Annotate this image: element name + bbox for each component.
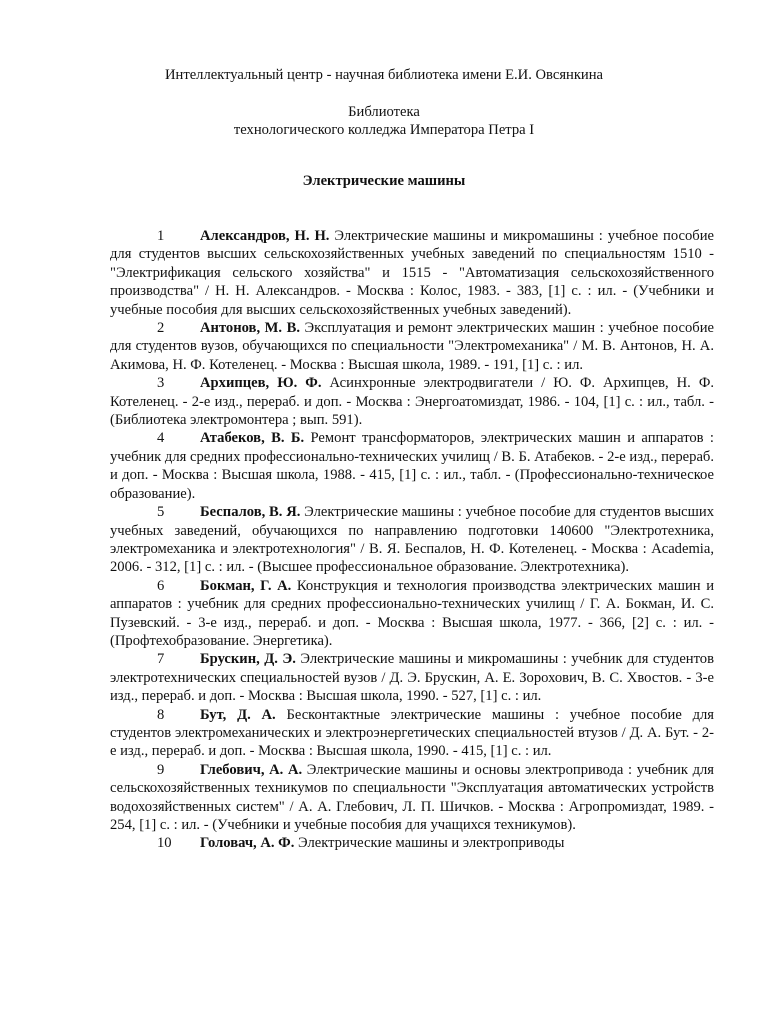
bibliography-entry [110,503,714,577]
bibliography-entry [110,650,714,705]
bibliography-entry [110,761,714,835]
entry-description: Электрические машины и микромашины : учебник для студентов электротехнических специальностей вузов / Д. Э. Брускин, А. Е. Зорохович, В. С. Хвостов. - 3-е изд., перераб. и доп. - Москва : Высшая школа, 1990. - 527, [1] с. : ил. [110,651,714,705]
entry-description: Конструкция и технология производства электрических машин и аппаратов : учебник для средних профессионально-технических училищ / Г. А. Бокман, И. С. Пузевский. - 3-е изд., перераб. и доп. - Москва : Высшая школа, 1977. - 366, [2] с. : ил. - (Профтехобразование. Энергетика). [110,577,715,649]
entry-number: 7 [157,651,165,668]
bibliography-entry [110,429,714,503]
bibliography-entry [110,834,714,852]
bibliography-entry [110,319,714,374]
entry-author: Бут, Д. А. [200,706,276,723]
entry-number: 6 [157,577,165,594]
entry-number: 1 [157,228,165,244]
entry-number: 2 [157,320,165,337]
entry-number: 5 [157,504,165,521]
entry-author: Глебович, А. А. [200,761,303,778]
entry-description: Электрические машины и микромашины : учебное пособие для студентов высших сельскохозяйственных учебных заведений по специальностям 1510 - "Электрификация сельского хозяйства" и 1515 - "Автоматизация сельскохозяйственного производства" / Н. Н. Александров. - Москва : Колос, 1983. - 383, [1] с. : ил. - (Учебники и учебные пособия для высших сельскохозяйственных учебных заведений). [110,228,714,318]
entry-author: Бокман, Г. А. [200,577,292,594]
entry-number: 10 [157,835,172,852]
college-name: технологического колледжа Императора Петра I [233,122,535,138]
library-label: Библиотека [348,104,420,120]
bibliography-entry [110,227,714,319]
entry-description: Электрические машины и основы электропривода : учебник для сельскохозяйственных техникумов по специальности "Эксплуатация автоматических устройств водохозяйственных систем" / А. А. Глебович, Л. П. Шичков. - Москва : Агропромиздат, 1989. - 254, [1] с. : ил. - (Учебники и учебные пособия для учащихся техникумов). [110,761,714,833]
entry-author: Архипцев, Ю. Ф. [200,375,322,392]
entry-number: 9 [157,761,165,778]
institution-name: Интеллектуальный центр - научная библиотека имени Е.И. Овсянкина [164,67,604,83]
entry-author: Александров, Н. Н. [200,228,330,244]
entry-author: Беспалов, В. Я. [200,504,301,521]
bibliography-entry [110,374,714,429]
bibliography-list [110,227,714,853]
bibliography-entry [110,706,714,761]
entry-description: Ремонт трансформаторов, электрических машин и аппаратов : учебник для средних профессионально-технических училищ / В. Б. Атабеков. - 2-е изд., перераб. и доп. - Москва : Высшая школа, 1988. - 415, [1] с. : ил., табл. - (Профессионально-техническое образование). [110,430,714,502]
bibliography-entry [110,577,714,651]
entry-author: Брускин, Д. Э. [200,651,296,668]
page-title: Электрические машины [302,173,466,189]
entry-author: Головач, А. Ф. [200,835,295,852]
entry-number: 4 [157,430,165,447]
entry-author: Антонов, М. В. [200,320,300,337]
entry-description: Электрические машины и электроприводы [294,835,565,852]
entry-description: Асинхронные электродвигатели / Ю. Ф. Архипцев, Н. Ф. Котеленец. - 2-е изд., перераб. и доп. - Москва : Энергоатомиздат, 1986. - 104, [1] с. : ил., табл. - (Библиотека электромонтера ; вып. 591). [110,375,715,429]
entry-number: 8 [157,706,165,723]
entry-number: 3 [157,375,165,392]
entry-description: Эксплуатация и ремонт электрических машин : учебное пособие для студентов вузов, обучающихся по специальности "Электромеханика" / М. В. Антонов, Н. А. Акимова, Н. Ф. Котеленец. - Москва : Высшая школа, 1989. - 191, [1] с. : ил. [110,320,714,373]
entry-description: Электрические машины : учебное пособие для студентов высших учебных заведений, обучающихся по направлению подготовки 140600 "Электротехника, электромеханика и электротехнология" / В. Я. Беспалов, Н. Ф. Котеленец. - Москва : Academia, 2006. - 312, [1] с. : ил. - (Высшее профессиональное образование. Электротехника). [110,504,715,576]
entry-description: Бесконтактные электрические машины : учебное пособие для студентов электромеханических и электроэнергетических специальностей втузов / Д. А. Бут. - 2-е изд., перераб. и доп. - Москва : Высшая школа, 1990. - 415, [1] с. : ил. [110,706,714,760]
entry-author: Атабеков, В. Б. [200,430,305,447]
